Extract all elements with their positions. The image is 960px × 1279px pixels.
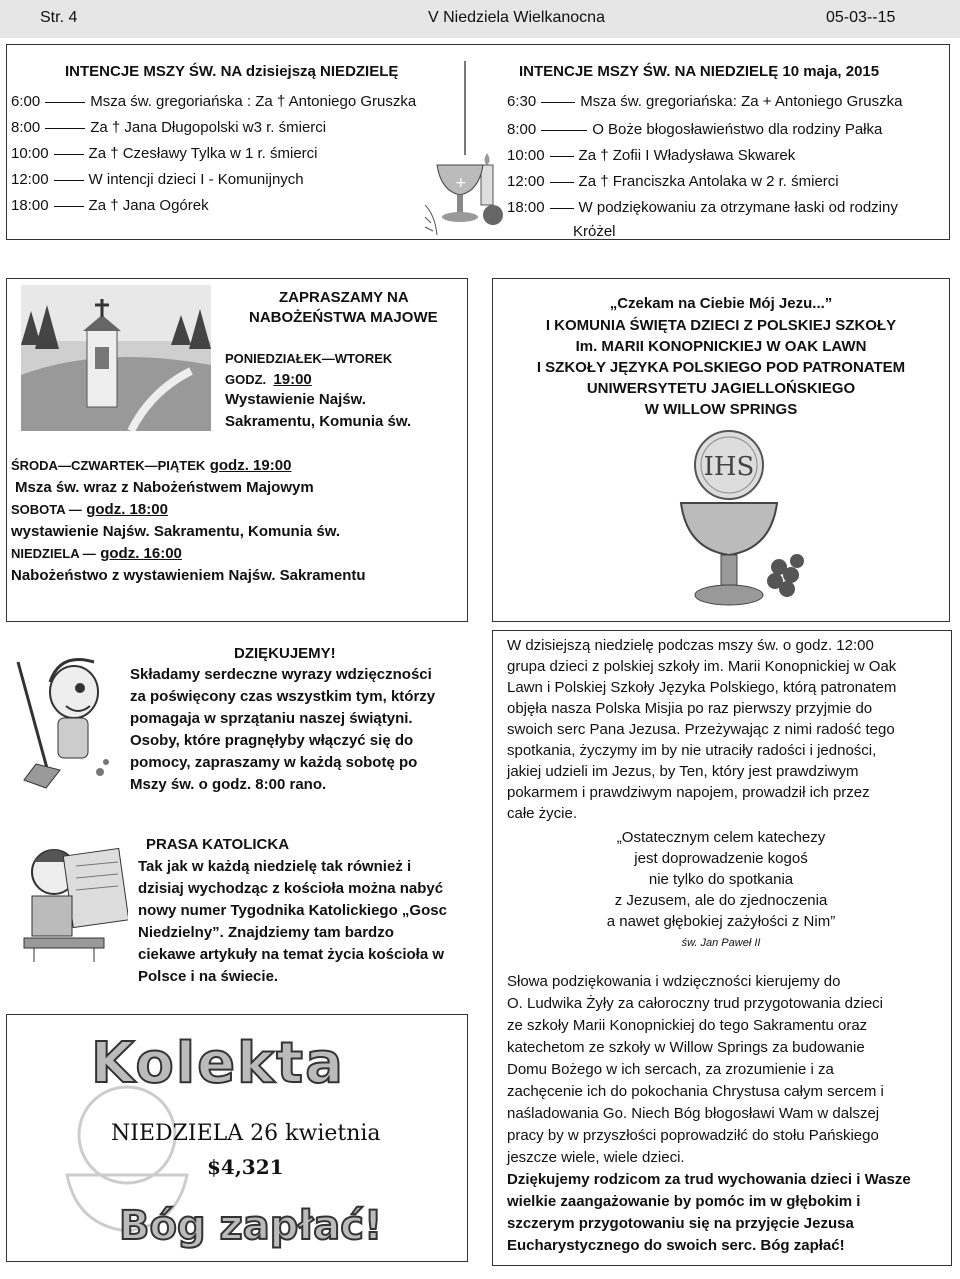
thanks-line: pomocy, zapraszamy w każdą sobotę po xyxy=(130,754,418,771)
thanks-line: Mszy św. o godz. 8:00 rano. xyxy=(130,776,327,793)
kolekta-heading: Kolekta xyxy=(91,1031,345,1096)
intention-row: 8:00 Za † Jana Długopolski w3 r. śmierci xyxy=(11,119,327,136)
may-devotions-box xyxy=(6,278,468,622)
press-line: Tak jak w każdą niedzielę tak również i xyxy=(138,858,412,875)
press-line: ciekawe artykuły na temat życia kościoła w xyxy=(138,946,444,963)
intentions-box xyxy=(6,44,950,240)
intention-continuation: Krόżel xyxy=(573,223,616,240)
chalice-host-illustration xyxy=(651,429,811,619)
issue-title: V Niedziela Wielkanocna xyxy=(428,9,605,26)
article-line: Słowa podziękowania i wdzięczności kierujemy do xyxy=(507,973,841,990)
thanks-line: Składamy serdeczne wyrazy wdzięczności xyxy=(130,666,432,683)
article-line: Domu Bożego w ich sercach, za zrozumienie i za xyxy=(507,1061,834,1078)
majowe-desc-4: Nabożeństwo z wystawieniem Najśw. Sakramentu xyxy=(11,567,366,584)
komunia-line-1: „Czekam na Ciebie Mój Jezu...” xyxy=(609,295,833,312)
article-line: W dzisiejszą niedzielę podczas mszy św. o godz. 12:00 xyxy=(507,637,874,654)
page-number: Str. 4 xyxy=(40,9,78,26)
article-line: jakiej udzieli im Jezus, by Ten, który jest prawdziwym xyxy=(507,763,859,780)
quote-line: jest doprowadzenie kogoś xyxy=(634,850,808,867)
komunia-line-2: I KOMUNIA ŚWIĘTA DZIECI Z POLSKIEJ SZKOŁY xyxy=(545,317,897,334)
thanks-line: pomagaja w sprzątaniu naszej świątyni. xyxy=(130,710,413,727)
intention-row: 18:00 W podziękowaniu za otrzymane łaski od rodziny xyxy=(507,199,898,216)
kolekta-amount: $4,321 xyxy=(207,1155,284,1179)
article-line: jeszcze wiele, wiele dzieci. xyxy=(507,1149,685,1166)
collection-box xyxy=(6,1014,468,1262)
article-line: naśladowania Go. Niech Bóg błogosławi Wam w dalszej xyxy=(507,1105,880,1122)
article-line: katechetom ze szkoły w Willow Springs za budowanie xyxy=(507,1039,865,1056)
article-line: objęła nasza Polska Misjia po raz pierwszy przyjmie do xyxy=(507,700,873,717)
quote-line: z Jezusem, ale do zjednoczenia xyxy=(614,892,828,909)
first-communion-box xyxy=(492,278,950,622)
majowe-desc-2: Msza św. wraz z Nabożeństwem Majowym xyxy=(15,479,314,496)
quote-author: św. Jan Paweł II xyxy=(681,937,761,949)
thanks-line: za poświęcony czas wszystkim tym, którzy xyxy=(130,688,436,705)
thanks-line: Osoby, które pragnęłyby włączyć się do xyxy=(130,732,414,749)
intention-row: 6:00 Msza św. gregoriańska : Za † Antoniego Gruszka xyxy=(11,93,417,110)
chalice-candle-illustration xyxy=(417,55,513,235)
svg-text:+: + xyxy=(455,175,467,191)
intention-row: 18:00 Za † Jana Ogórek xyxy=(11,197,209,214)
intention-row: 12:00 Za † Franciszka Antolaka w 2 r. śmierci xyxy=(507,173,839,190)
article-line: ze szkoły Marii Konopnickiej do tego Sakramentu oraz xyxy=(507,1017,868,1034)
majowe-row-3: SOBOTA — godz. 18:00 xyxy=(11,501,168,518)
wayside-shrine-image xyxy=(21,285,211,431)
quote-line: nie tylko do spotkania xyxy=(648,871,794,888)
intentions-today-title: INTENCJE MSZY ŚW. NA dzisiejszą NIEDZIELĘ xyxy=(65,63,399,80)
article-line: pracy by w przyszłości poprowadziłć do stołu Pańskiego xyxy=(507,1127,879,1144)
article-line-bold: Dziękujemy rodzicom za trud wychowania dzieci i Wasze xyxy=(507,1171,911,1188)
majowe-title-2: NABOŻEŃSTWA MAJOWE xyxy=(249,309,438,326)
communion-article xyxy=(492,630,952,1266)
page-header xyxy=(0,0,960,38)
cleaning-boy-illustration xyxy=(8,652,112,792)
press-line: Niedzielny”. Znajdziemy tam bardzo xyxy=(138,924,394,941)
press-title: PRASA KATOLICKA xyxy=(146,836,290,853)
komunia-line-3: Im. MARII KONOPNICKIEJ W OAK LAWN xyxy=(575,338,867,355)
press-line: nowy numer Tygodnika Katolickiego „Gosc xyxy=(138,902,447,919)
majowe-desc-1a: Wystawienie Najśw. xyxy=(225,391,366,408)
intention-row: 12:00 W intencji dzieci I - Komunijnych xyxy=(11,171,304,188)
majowe-row-4: NIEDZIELA — godz. 16:00 xyxy=(11,545,182,562)
majowe-desc-3: wystawienie Najśw. Sakramentu, Komunia św. xyxy=(11,523,340,540)
article-line: zachęcenie ich do pokochania Chrystusa całym sercem i xyxy=(507,1083,884,1100)
press-line: Polsce i na świecie. xyxy=(138,968,279,985)
press-line: dzisiaj wychodząc z kościoła można nabyć xyxy=(138,880,444,897)
article-line: swoich serc Pana Jezusa. Przeżywając z nimi radość tego xyxy=(507,721,895,738)
majowe-days-1: PONIEDZIAŁEK—WTOREK xyxy=(225,351,393,366)
majowe-desc-1b: Sakramentu, Komunia św. xyxy=(225,413,412,430)
intention-row: 6:30 Msza św. gregoriańska: Za + Antoniego Gruszka xyxy=(507,93,903,110)
quote-line: a nawet głębokiej zażyłości z Nim” xyxy=(606,913,836,930)
issue-date: 05-03--15 xyxy=(826,9,896,26)
komunia-line-6: W WILLOW SPRINGS xyxy=(644,401,798,418)
article-line: spotkania, życzymy im by nie utracił‌y radości i jedności, xyxy=(507,742,877,759)
komunia-line-4: I SZKOŁY JĘZYKA POLSKIEGO POD PATRONATEM xyxy=(536,359,906,376)
majowe-title-1: ZAPRASZAMY NA xyxy=(279,289,409,306)
host-letters: IHS xyxy=(703,452,755,482)
intention-row: 10:00 Za † Zofii I Władysława Skwarek xyxy=(507,147,796,164)
majowe-row-2: ŚRODA—CZWARTEK—PIĄTEK godz. 19:00 xyxy=(11,457,292,474)
intention-row: 8:00 O Boże błogosławieństwo dla rodziny Pałka xyxy=(507,121,883,138)
article-line-bold: szczerym przygotowaniu się na przyjęcie Jezusa xyxy=(507,1215,854,1232)
kolekta-footer: Bóg zapłać! xyxy=(119,1203,383,1249)
article-line: O. Ludwika Żyły za całoroczny trud przygotowania dzieci xyxy=(507,995,883,1012)
article-line: grupa dzieci z polskiej szkoły im. Marii Konopnickiej w Oak xyxy=(507,658,897,675)
article-line-bold: wielkie zaangażowanie by pomóc im w głębokim i xyxy=(507,1193,861,1210)
komunia-line-5: UNIWERSYTETU JAGIELLOŃSKIEGO xyxy=(586,380,856,397)
article-line: całe życie. xyxy=(507,805,578,822)
article-line-bold: Eucharystycznego do swoich serc. Bóg zapłać! xyxy=(507,1237,845,1254)
intentions-next-title: INTENCJE MSZY ŚW. NA NIEDZIELĘ 10 maja, 2015 xyxy=(519,63,880,80)
article-line: Lawn i Polskiej Szkoły Języka Polskiego, którą patronatem xyxy=(507,679,897,696)
quote-line: „Ostatecznym celem katechezy xyxy=(616,829,826,846)
kolekta-date: NIEDZIELA 26 kwietnia xyxy=(111,1121,381,1146)
majowe-time-1: GODZ. 19:00 xyxy=(225,371,312,388)
thanks-title: DZIĘKUJEMY! xyxy=(234,645,336,662)
newspaper-reader-illustration xyxy=(14,842,128,964)
intention-row: 10:00 Za † Czesławy Tylka w 1 r. śmierci xyxy=(11,145,318,162)
article-line: pokarmem i prawdziwym napojem, prowadził ich przez xyxy=(507,784,870,801)
